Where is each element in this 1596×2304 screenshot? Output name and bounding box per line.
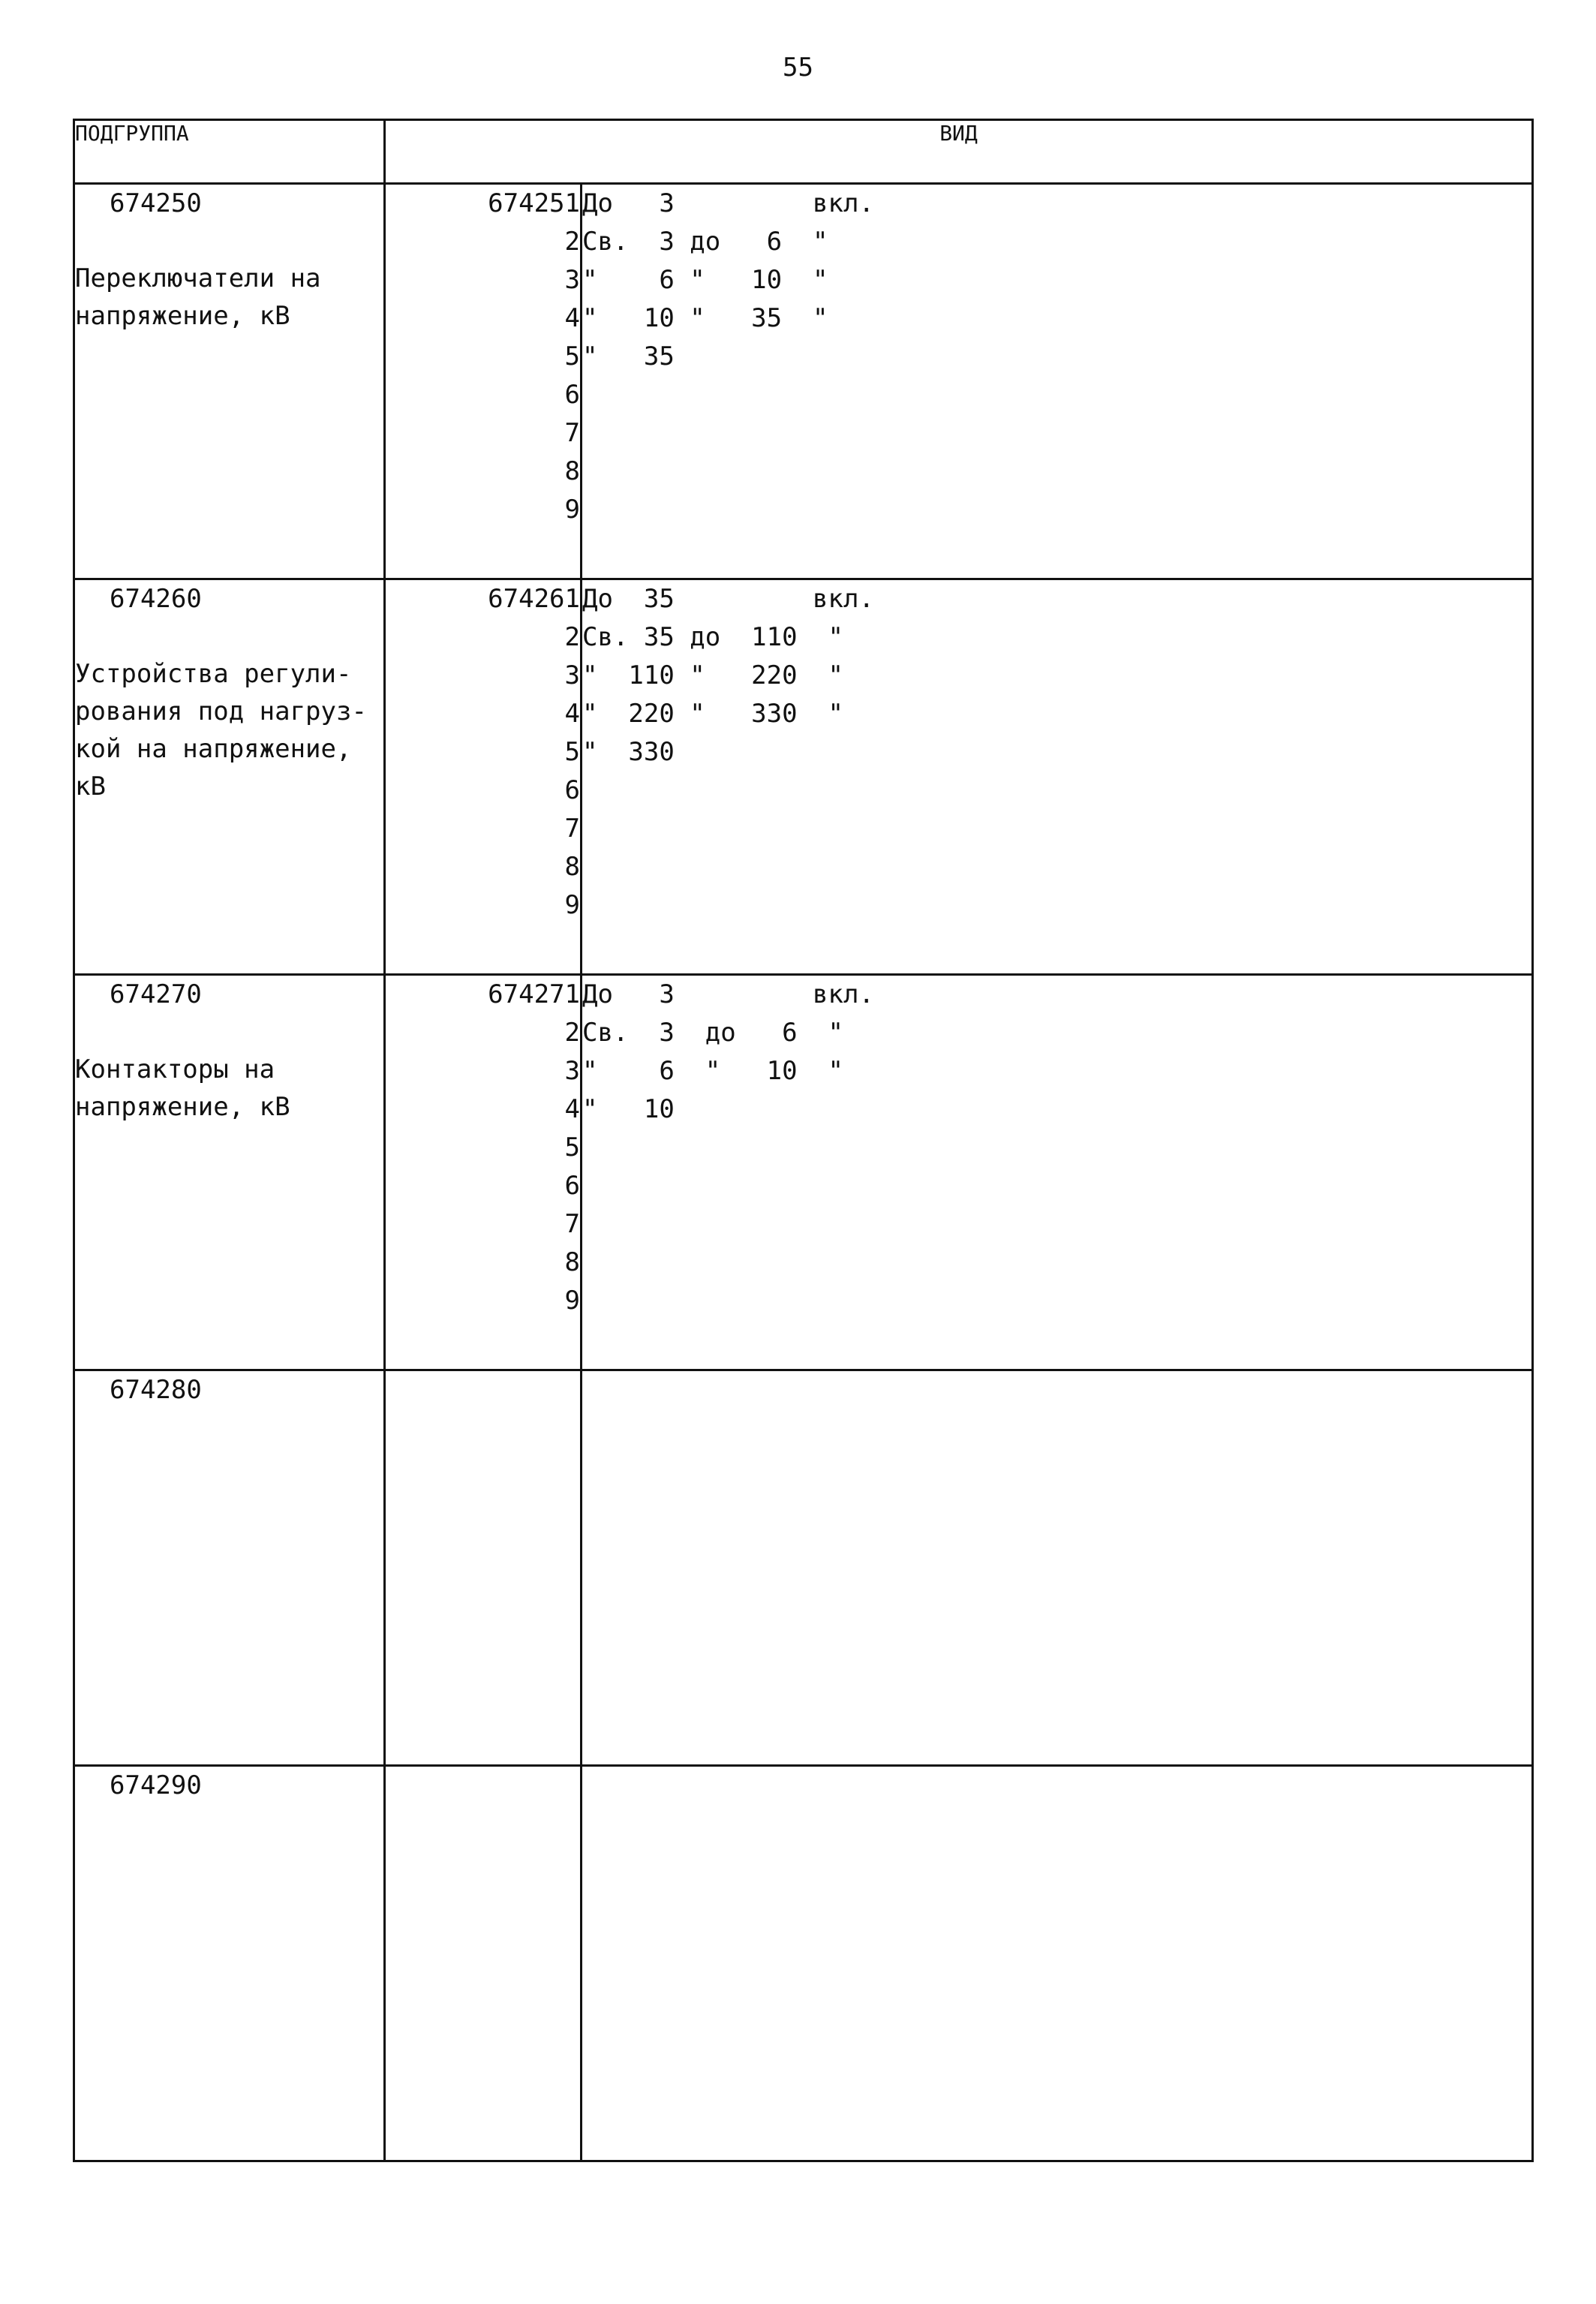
kind-value: До 3 вкл. [582,979,874,1009]
kind-value: " 35 [582,341,675,371]
subgroup-code: 674290 [110,1770,202,1800]
kind-code: 7 [564,814,580,844]
kind-code: 5 [564,1132,580,1163]
kind-values-cell [582,975,1533,1370]
kind-code: 7 [564,1209,580,1239]
subgroup-name: Переключатели на напряжение, кВ [75,263,321,331]
kind-value: " 110 " 220 " [582,660,843,690]
kind-codes-cell [385,184,582,579]
kind-code: 4 [564,699,580,729]
kind-code: 674261 [488,584,580,614]
subgroup-name: Контакторы на напряжение, кВ [75,1054,290,1122]
subgroup-row [74,184,1533,579]
kind-code: 9 [564,495,580,525]
kind-code: 2 [564,622,580,652]
subgroup-code: 674250 [110,188,202,218]
kind-code: 8 [564,1247,580,1277]
subgroup-code: 674280 [110,1375,202,1405]
kind-code: 5 [564,341,580,371]
kind-code: 4 [564,1094,580,1124]
subgroup-row [74,1370,1533,1766]
kind-code: 6 [564,1171,580,1201]
kind-code: 2 [564,227,580,257]
header-kind: ВИД [385,120,1533,184]
kind-values-cell [582,184,1533,579]
kind-value: " 220 " 330 " [582,699,843,729]
subgroup-row [74,579,1533,975]
page-number: 55 [783,53,813,83]
kind-value: Св. 3 до 6 " [582,1018,843,1048]
kind-value: " 10 " 35 " [582,303,828,333]
kind-code: 4 [564,303,580,333]
kind-code: 674251 [488,188,580,218]
subgroup-cell [74,1370,385,1766]
kind-values-cell [582,1370,1533,1766]
classifier-table [73,119,1534,2162]
kind-value: " 6 " 10 " [582,265,828,295]
subgroup-code: 674270 [110,979,202,1009]
kind-code: 6 [564,775,580,805]
kind-codes-cell [385,1370,582,1766]
kind-value: До 3 вкл. [582,188,874,218]
kind-codes-cell [385,1766,582,2161]
kind-value: " 330 [582,737,675,767]
kind-code: 2 [564,1018,580,1048]
kind-code: 5 [564,737,580,767]
table-header-row [74,120,1533,184]
subgroup-cell [74,184,385,579]
kind-value: " 6 " 10 " [582,1056,843,1086]
kind-code: 6 [564,380,580,410]
kind-value: " 10 [582,1094,675,1124]
kind-code: 3 [564,265,580,295]
kind-codes-cell [385,579,582,975]
kind-codes-cell [385,975,582,1370]
kind-code: 3 [564,660,580,690]
kind-code: 8 [564,456,580,486]
subgroup-code: 674260 [110,584,202,614]
kind-code: 7 [564,418,580,448]
kind-value: Св. 35 до 110 " [582,622,843,652]
subgroup-cell [74,579,385,975]
header-subgroup: ПОДГРУППА [74,120,385,184]
kind-code: 9 [564,890,580,920]
subgroup-name: Устройства регули- рования под нагруз- кой на напряжение, кВ [75,659,367,802]
kind-code: 9 [564,1286,580,1316]
subgroup-row [74,975,1533,1370]
kind-value: Св. 3 до 6 " [582,227,828,257]
kind-code: 3 [564,1056,580,1086]
subgroup-row [74,1766,1533,2161]
kind-code: 674271 [488,979,580,1009]
kind-values-cell [582,579,1533,975]
kind-code: 8 [564,852,580,882]
subgroup-cell [74,975,385,1370]
kind-values-cell [582,1766,1533,2161]
kind-value: До 35 вкл. [582,584,874,614]
subgroup-cell [74,1766,385,2161]
